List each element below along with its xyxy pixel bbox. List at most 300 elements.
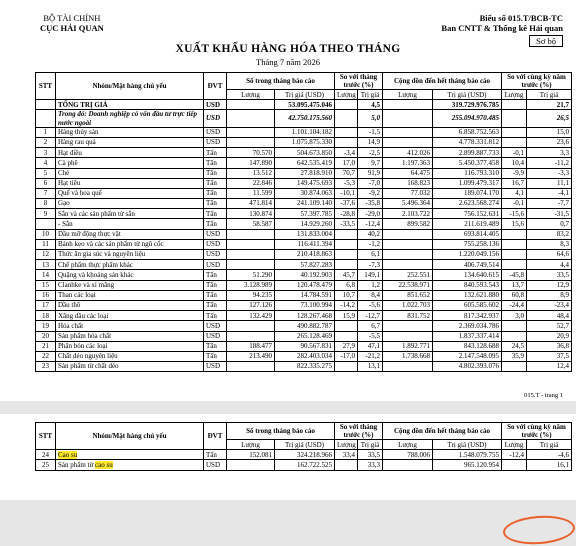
table-row [36,188,572,198]
row-same-value-pct: 16,1 [527,460,572,470]
row-ytd-value: 4.802.393.076 [433,362,502,372]
row-stt: 24 [36,450,56,460]
col-vs-same-period: So với cùng kỳ năm trước (%) [502,423,572,440]
row-ytd-value: 319.729.976.785 [433,100,502,110]
row-ytd-value: 116.793.310 [433,168,502,178]
table-row [36,311,572,321]
row-ytd-qty: 64.475 [383,168,433,178]
row-ytd-qty: 1.738.668 [383,351,433,361]
row-ytd-qty: 2.103.722 [383,209,433,219]
row-name [56,450,204,460]
row-value: 128.267.468 [275,311,335,321]
row-same-value-pct: -7,7 [527,199,572,209]
col-qty-short: Lượng [502,90,527,100]
row-name: Sắn và các sản phẩm từ sắn [56,209,204,219]
row-value: 490.882.787 [275,321,335,331]
row-same-value-pct: 8,9 [527,290,572,300]
row-value: 14.784.591 [275,290,335,300]
row-ytd-qty [383,460,433,470]
row-ytd-value: 406.749.514 [433,260,502,270]
row-ytd-value: 4.778.331.812 [433,137,502,147]
row-value: 57.827.283 [275,260,335,270]
table-row [36,148,572,158]
row-prev-value-pct: -2,5 [358,148,383,158]
row-ytd-qty [383,321,433,331]
row-value: 116.411.394 [275,239,335,249]
table-row [36,110,572,127]
row-name: Hạt tiêu [56,178,204,188]
row-unit: Tấn [204,158,227,168]
row-value: 324.218.966 [275,450,335,460]
row-qty: 3.128.989 [227,280,275,290]
row-ytd-qty: 1.022.703 [383,300,433,310]
row-same-qty-pct: 16,7 [502,178,527,188]
row-prev-qty-pct: 15,9 [335,311,358,321]
col-report-month: Số trong tháng báo cáo [227,73,335,90]
row-same-qty-pct [502,229,527,239]
row-prev-value-pct: 13,1 [358,362,383,372]
row-qty [227,127,275,137]
row-same-qty-pct: 10,4 [502,158,527,168]
row-prev-value-pct: -5,6 [358,300,383,310]
row-ytd-qty [383,110,433,127]
row-stt: 21 [36,341,56,351]
col-value-short: Trị giá [527,90,572,100]
col-vs-same-period: So với cùng kỳ năm trước (%) [502,73,572,90]
row-prev-qty-pct [335,100,358,110]
row-prev-value-pct: -7,0 [358,178,383,188]
row-same-qty-pct: -45,8 [502,270,527,280]
report-period: Tháng 7 năm 2026 [256,57,320,67]
row-prev-value-pct: 6,1 [358,250,383,260]
row-qty: 94.235 [227,290,275,300]
row-ytd-qty [383,260,433,270]
table-row [36,280,572,290]
row-same-value-pct: -31,5 [527,209,572,219]
row-same-qty-pct: -0,1 [502,148,527,158]
row-stt: 19 [36,321,56,331]
row-same-qty-pct: 13,7 [502,280,527,290]
row-stt [36,110,56,127]
row-prev-qty-pct: -5,3 [335,178,358,188]
row-prev-qty-pct: -17,0 [335,351,358,361]
row-unit: Tấn [204,450,227,460]
table-row [36,239,572,249]
row-ytd-qty [383,229,433,239]
col-qty: Lượng [227,90,275,100]
row-same-value-pct: 52,7 [527,321,572,331]
row-unit: Tấn [204,280,227,290]
row-value: 642.535.419 [275,158,335,168]
col-stt: STT [36,73,56,100]
table-row [36,331,572,341]
row-stt: 23 [36,362,56,372]
row-prev-value-pct: 149,1 [358,270,383,280]
row-stt: 10 [36,229,56,239]
row-unit: USD [204,321,227,331]
table-row [36,178,572,188]
row-prev-value-pct: -21,2 [358,351,383,361]
row-same-value-pct: 11,1 [527,178,572,188]
col-qty: Lượng [227,440,275,450]
row-qty: 188.477 [227,341,275,351]
row-stt: 13 [36,260,56,270]
row-prev-qty-pct: 45,7 [335,270,358,280]
row-prev-qty-pct: 6,8 [335,280,358,290]
row-same-qty-pct: -0,1 [502,199,527,209]
row-name: Hóa chất [56,321,204,331]
row-qty: 13.512 [227,168,275,178]
row-same-value-pct: -4,6 [527,450,572,460]
row-prev-qty-pct: 27,9 [335,341,358,351]
col-unit: ĐVT [204,423,227,450]
row-qty [227,110,275,127]
row-stt: 20 [36,331,56,341]
row-stt: 2 [36,137,56,147]
row-name: Phân bón các loại [56,341,204,351]
row-prev-value-pct: -9,2 [358,188,383,198]
row-ytd-value: 6.858.752.563 [433,127,502,137]
agency-header [40,13,104,33]
col-value-short: Trị giá [358,440,383,450]
row-unit: Tấn [204,209,227,219]
row-value: 162.722.525 [275,460,335,470]
row-name: Clanhke và xi măng [56,280,204,290]
row-stt: 4 [36,158,56,168]
row-unit: Tấn [204,341,227,351]
row-ytd-qty: 851.652 [383,290,433,300]
row-value: 265.128.469 [275,331,335,341]
row-qty [227,331,275,341]
row-unit: Tấn [204,148,227,158]
row-prev-qty-pct [335,321,358,331]
row-ytd-value: 605.585.602 [433,300,502,310]
agency-top: BỘ TÀI CHÍNH [43,13,101,23]
row-name: Thức ăn gia súc và nguyên liệu [56,250,204,260]
report-title: XUẤT KHẨU HÀNG HÓA THEO THÁNG [175,43,401,55]
table-row [36,450,572,460]
row-prev-qty-pct [335,460,358,470]
row-name: Quế và hoa quế [56,188,204,198]
row-ytd-value: 965.120.954 [433,460,502,470]
row-name: Hàng thủy sản [56,127,204,137]
row-ytd-qty [383,331,433,341]
row-ytd-value: 817.342.937 [433,311,502,321]
row-qty: 130.874 [227,209,275,219]
row-name: - Sắn [56,219,204,229]
row-same-value-pct: 48,4 [527,311,572,321]
row-value: 120.478.479 [275,280,335,290]
col-value-usd: Trị giá (USD) [275,440,335,450]
row-ytd-value: 693.814.405 [433,229,502,239]
row-qty [227,260,275,270]
row-unit: Tấn [204,270,227,280]
row-name: Dầu mỡ động thực vật [56,229,204,239]
row-same-qty-pct: 35,9 [502,351,527,361]
col-name: Nhóm/Mặt hàng chủ yếu [56,73,204,100]
row-name: Chế phẩm thực phẩm khác [56,260,204,270]
row-ytd-qty: 788.006 [383,450,433,460]
row-same-qty-pct [502,239,527,249]
row-qty: 132.429 [227,311,275,321]
row-same-value-pct: 3,3 [527,148,572,158]
col-qty: Lượng [383,440,433,450]
row-ytd-qty [383,100,433,110]
row-ytd-value: 255.094.970.485 [433,110,502,127]
row-qty: 51.290 [227,270,275,280]
table-row [36,100,572,110]
row-same-value-pct: 26,5 [527,110,572,127]
row-stt: 25 [36,460,56,470]
status-tag: Sơ bộ [529,35,563,47]
row-name: Gạo [56,199,204,209]
table-row [36,137,572,147]
row-stt: 18 [36,311,56,321]
row-unit: Tấn [204,168,227,178]
row-same-qty-pct: -24,4 [502,300,527,310]
row-same-qty-pct: 3,0 [502,311,527,321]
row-stt [36,100,56,110]
row-qty: 471.814 [227,199,275,209]
row-same-value-pct: 36,8 [527,341,572,351]
row-value: 210.418.863 [275,250,335,260]
row-prev-qty-pct: -10,1 [335,188,358,198]
col-value-short: Trị giá [358,90,383,100]
row-name: Sản phẩm hóa chất [56,331,204,341]
row-prev-qty-pct: -33,5 [335,219,358,229]
row-name [56,460,204,470]
highlighted-term: Cao su [58,450,78,459]
row-prev-qty-pct: -3,4 [335,148,358,158]
row-prev-value-pct: -1,5 [358,127,383,137]
table-row [36,300,572,310]
row-stt: 3 [36,148,56,158]
row-name-part: Sản phẩm từ [58,460,96,469]
row-unit: USD [204,260,227,270]
row-name: Quặng và khoáng sản khác [56,270,204,280]
row-same-value-pct: 21,7 [527,100,572,110]
row-ytd-value: 211.619.489 [433,219,502,229]
row-unit: Tấn [204,290,227,300]
row-same-value-pct: -11,2 [527,158,572,168]
row-same-qty-pct [502,137,527,147]
row-ytd-value: 1.837.337.414 [433,331,502,341]
row-unit: USD [204,331,227,341]
row-prev-value-pct: 40,2 [358,229,383,239]
row-prev-value-pct: -12,4 [358,219,383,229]
row-qty: 152.081 [227,450,275,460]
row-ytd-value: 2.369.034.786 [433,321,502,331]
row-same-value-pct: 8,3 [527,239,572,249]
row-prev-qty-pct: 33,4 [335,450,358,460]
col-value-usd: Trị giá (USD) [275,90,335,100]
table-row [36,270,572,280]
row-name: Bánh kẹo và các sản phẩm từ ngũ cốc [56,239,204,249]
row-qty: 22.846 [227,178,275,188]
row-qty [227,137,275,147]
row-prev-qty-pct [335,127,358,137]
form-header [441,13,563,47]
row-prev-value-pct: 6,7 [358,321,383,331]
row-unit: Tấn [204,199,227,209]
table-row [36,199,572,209]
row-value: 149.475.693 [275,178,335,188]
row-same-value-pct: 20,9 [527,331,572,341]
row-qty [227,100,275,110]
row-same-qty-pct: -9,9 [502,168,527,178]
col-stt: STT [36,423,56,450]
row-same-qty-pct: -15,6 [502,209,527,219]
row-unit: USD [204,137,227,147]
row-stt: 17 [36,300,56,310]
table-row [36,341,572,351]
row-stt: 8 [36,199,56,209]
table-row [36,290,572,300]
row-ytd-value: 1.099.479.317 [433,178,502,188]
row-stt: 15 [36,280,56,290]
row-prev-qty-pct [335,239,358,249]
row-value: 57.397.785 [275,209,335,219]
col-name: Nhóm/Mặt hàng chủ yếu [56,423,204,450]
row-unit: USD [204,362,227,372]
row-ytd-value: 1.548.079.755 [433,450,502,460]
row-same-value-pct: 37,5 [527,351,572,361]
row-value: 14.929.260 [275,219,335,229]
col-qty: Lượng [383,90,433,100]
row-prev-value-pct: 9,7 [358,158,383,168]
row-ytd-qty [383,250,433,260]
row-prev-qty-pct [335,260,358,270]
row-name: Chất dẻo nguyên liệu [56,351,204,361]
row-qty [227,250,275,260]
row-unit: Tấn [204,219,227,229]
row-same-qty-pct [502,460,527,470]
row-name: Sản phẩm từ chất dẻo [56,362,204,372]
row-ytd-qty [383,127,433,137]
row-same-value-pct: 12,4 [527,362,572,372]
row-qty: 70.570 [227,148,275,158]
table-row [36,250,572,260]
row-same-value-pct: 83,2 [527,229,572,239]
row-same-qty-pct [502,260,527,270]
row-unit: USD [204,100,227,110]
row-unit: USD [204,229,227,239]
row-same-value-pct: 23,6 [527,137,572,147]
row-prev-value-pct: 33,5 [358,450,383,460]
row-stt: 22 [36,351,56,361]
table-row [36,351,572,361]
row-same-qty-pct: 15,6 [502,219,527,229]
row-same-value-pct: 0,7 [527,219,572,229]
row-name: Than các loại [56,290,204,300]
col-value-usd: Trị giá (USD) [433,90,502,100]
row-ytd-value: 755.258.136 [433,239,502,249]
row-prev-qty-pct: -14,2 [335,300,358,310]
highlighted-term: cao su [95,460,113,469]
row-prev-qty-pct [335,229,358,239]
row-same-value-pct: 4,4 [527,260,572,270]
row-same-value-pct: 15,0 [527,127,572,137]
row-value: 241.109.140 [275,199,335,209]
row-prev-value-pct: -29,0 [358,209,383,219]
row-value: 504.673.850 [275,148,335,158]
row-ytd-qty: 168.823 [383,178,433,188]
row-ytd-value: 1.220.049.156 [433,250,502,260]
row-value: 27.818.910 [275,168,335,178]
row-same-qty-pct: 60,8 [502,290,527,300]
row-unit: Tấn [204,311,227,321]
row-value: 282.403.034 [275,351,335,361]
row-prev-value-pct: 47,1 [358,341,383,351]
row-unit: Tấn [204,300,227,310]
col-ytd: Cộng dồn đến hết tháng báo cáo [383,423,502,440]
row-unit: USD [204,110,227,127]
row-prev-value-pct: -5,5 [358,331,383,341]
row-value: 131.833.004 [275,229,335,239]
row-ytd-qty: 1.892.771 [383,341,433,351]
row-same-qty-pct [502,362,527,372]
col-value-usd: Trị giá (USD) [433,440,502,450]
row-prev-value-pct: -35,8 [358,199,383,209]
row-stt: 11 [36,239,56,249]
row-prev-value-pct: 4,5 [358,100,383,110]
row-value: 1.101.104.182 [275,127,335,137]
row-qty: 58.587 [227,219,275,229]
row-same-value-pct: -4,1 [527,188,572,198]
row-prev-value-pct: -7,3 [358,260,383,270]
row-unit: USD [204,127,227,137]
col-unit: ĐVT [204,73,227,100]
row-ytd-value: 840.593.543 [433,280,502,290]
row-ytd-qty: 5.496.364 [383,199,433,209]
col-qty-short: Lượng [335,90,358,100]
row-stt: 7 [36,188,56,198]
row-qty: 127.126 [227,300,275,310]
row-stt: 6 [36,178,56,188]
row-prev-value-pct: 1,2 [358,280,383,290]
row-same-value-pct: 33,5 [527,270,572,280]
table-row [36,127,572,137]
row-value: 1.075.875.330 [275,137,335,147]
row-ytd-qty [383,362,433,372]
row-same-qty-pct [502,127,527,137]
row-prev-qty-pct [335,250,358,260]
row-unit: USD [204,239,227,249]
row-ytd-qty: 77.032 [383,188,433,198]
col-value-short: Trị giá [527,440,572,450]
row-ytd-qty: 831.752 [383,311,433,321]
report-page-2 [0,414,576,500]
form-code: Biểu số 015.T/BCB-TC [479,13,563,23]
row-value: 42.750.175.560 [275,110,335,127]
row-ytd-qty: 22.538.971 [383,280,433,290]
row-prev-qty-pct [335,110,358,127]
row-qty [227,460,275,470]
table-row [36,209,572,219]
row-name: TỔNG TRỊ GIÁ [56,100,204,110]
row-ytd-qty: 252.551 [383,270,433,280]
col-report-month: Số trong tháng báo cáo [227,423,335,440]
row-ytd-value: 843.128.688 [433,341,502,351]
page-gap [0,401,576,414]
row-prev-qty-pct [335,331,358,341]
row-same-qty-pct: 24,5 [502,341,527,351]
row-same-qty-pct [502,100,527,110]
row-qty: 11.599 [227,188,275,198]
row-same-qty-pct [502,321,527,331]
row-ytd-value: 134.640.615 [433,270,502,280]
row-prev-value-pct: 91,9 [358,168,383,178]
